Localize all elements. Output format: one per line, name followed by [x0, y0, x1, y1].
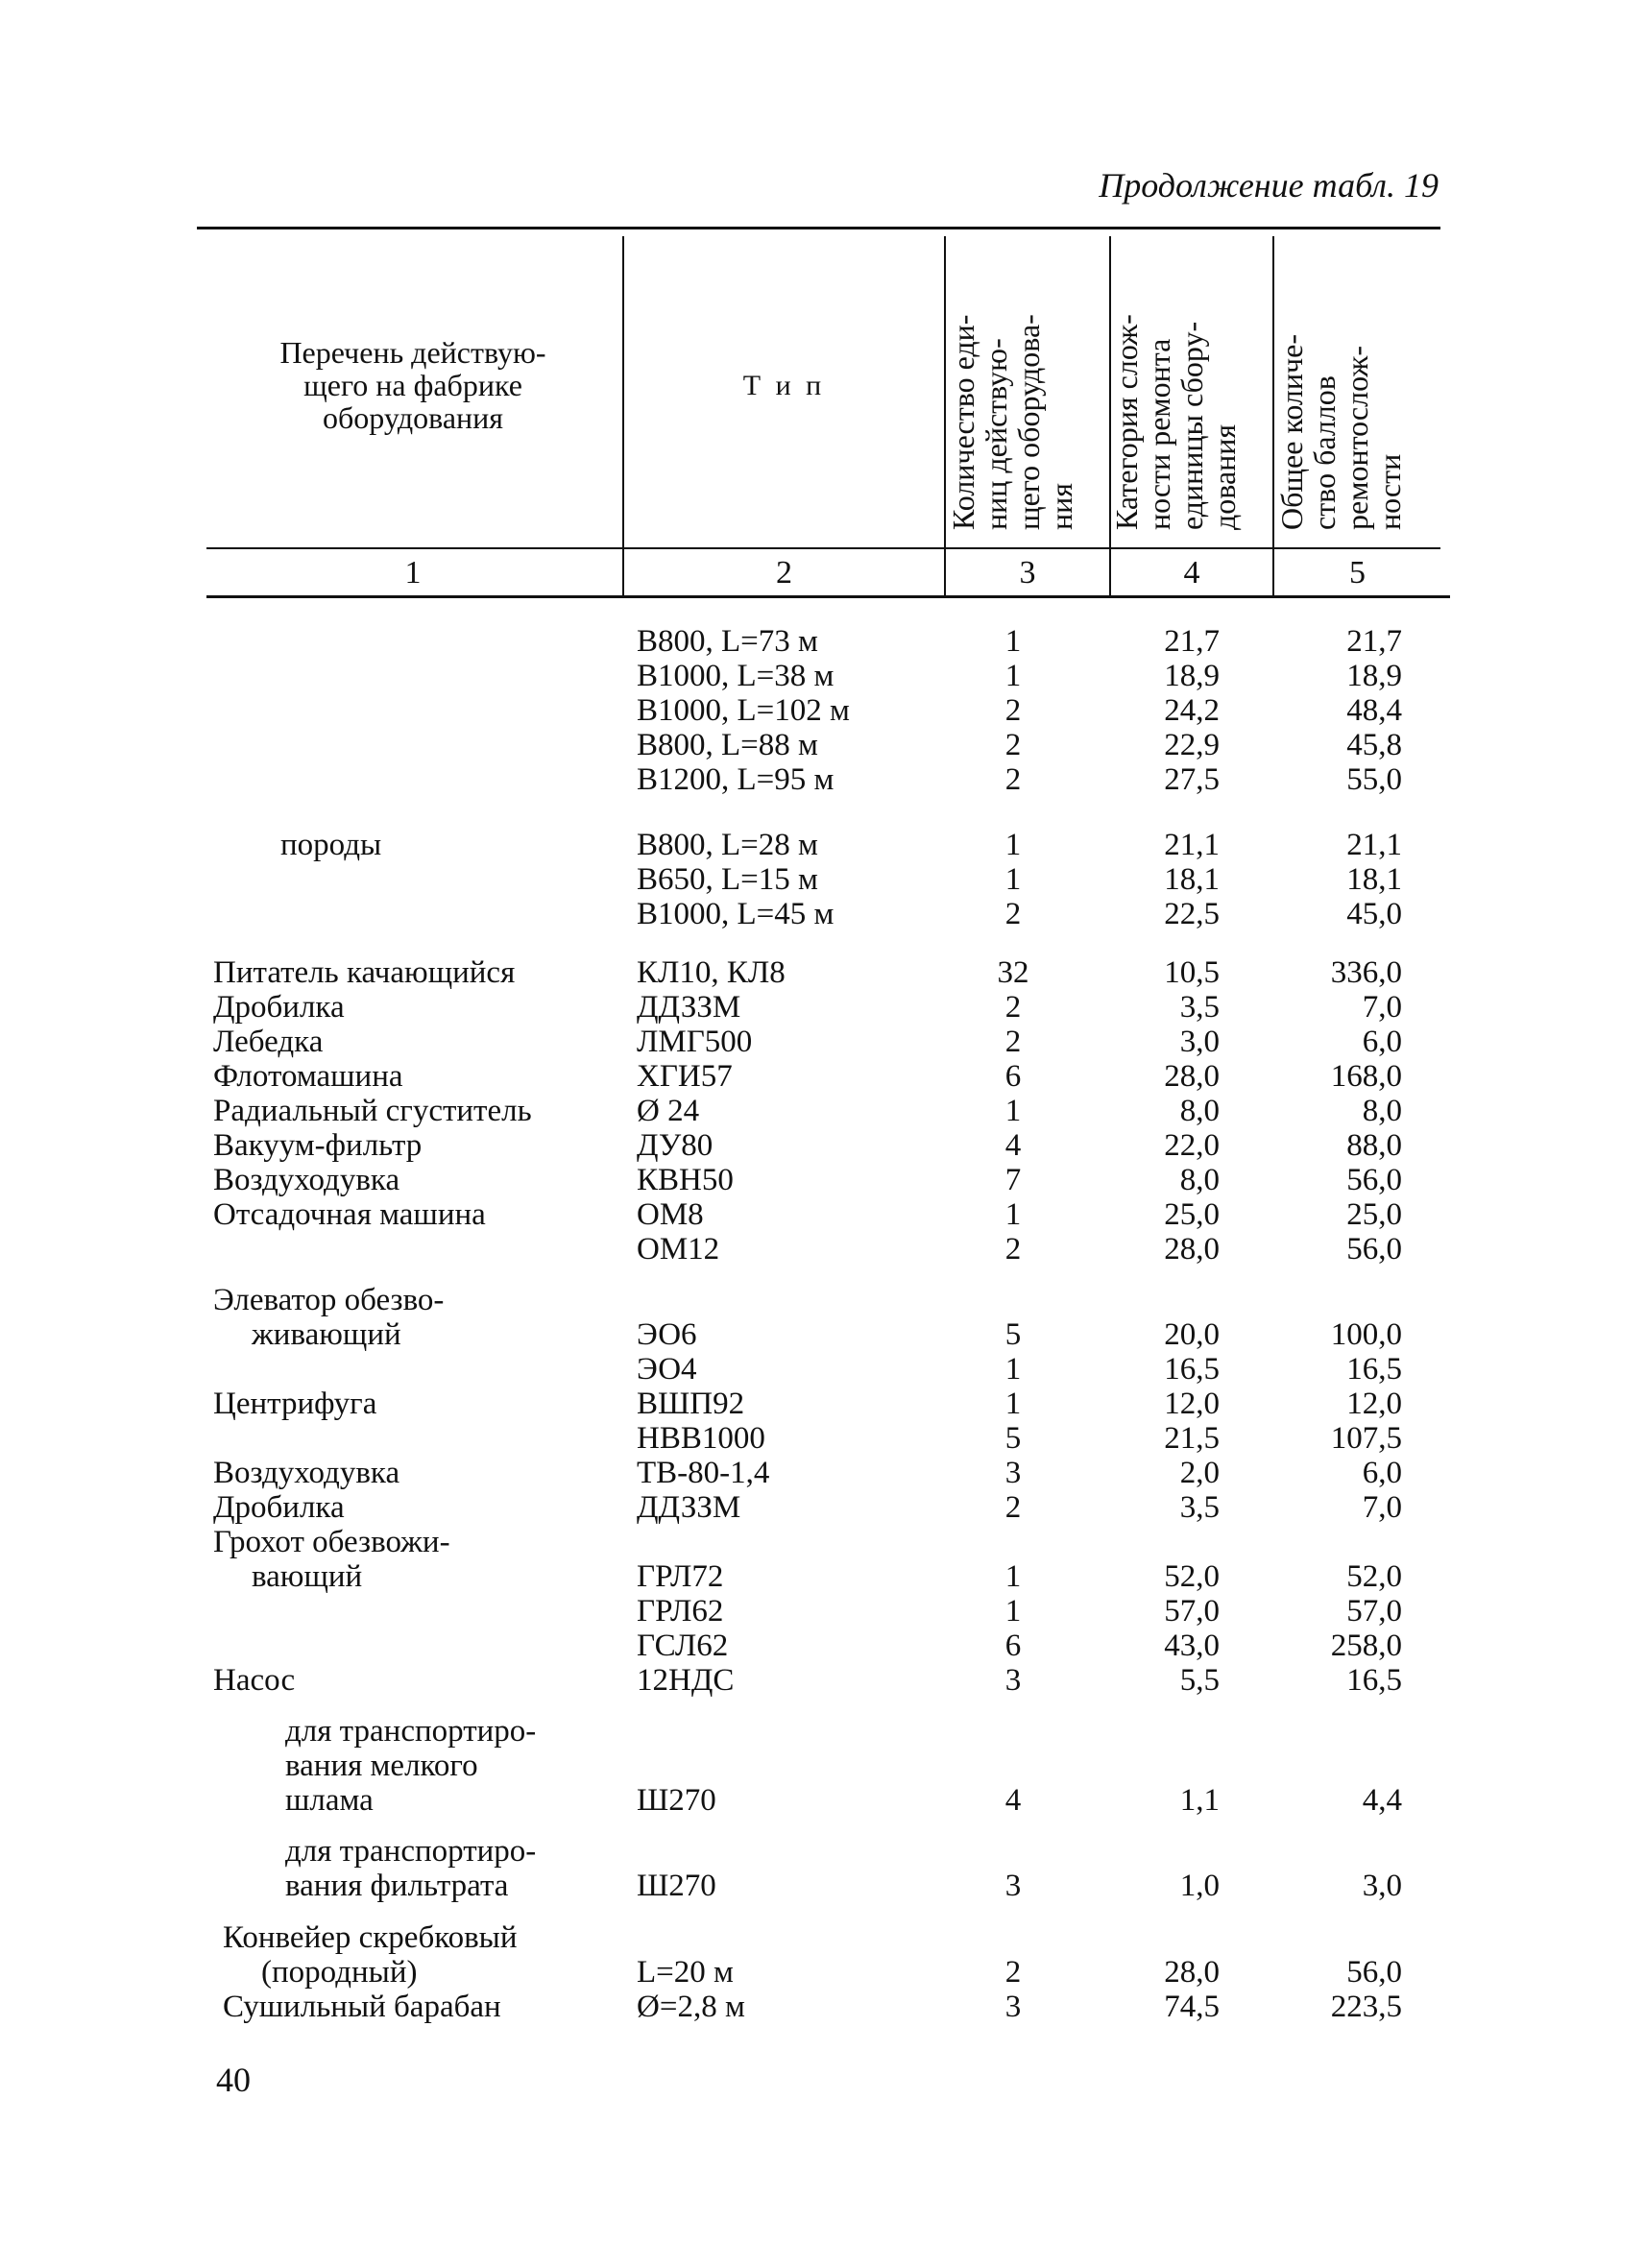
row-type: Ш270 — [637, 1783, 716, 1818]
row-equipment-name: вания фильтрата — [285, 1869, 509, 1903]
row-equipment-name: Насос — [213, 1663, 296, 1698]
row-total: 45,0 — [1346, 897, 1402, 931]
row-equipment-name: для транспортиро- — [285, 1834, 537, 1869]
row-equipment-name: шлама — [285, 1783, 374, 1818]
row-complexity: 25,0 — [1164, 1197, 1220, 1232]
row-complexity: 2,0 — [1179, 1456, 1220, 1490]
row-total: 8,0 — [1362, 1094, 1402, 1128]
row-equipment-name: Вакуум-фильтр — [213, 1128, 423, 1163]
row-equipment-name: Центрифуга — [213, 1387, 377, 1421]
row-quantity: 3 — [1004, 1663, 1022, 1698]
row-complexity: 22,0 — [1164, 1128, 1220, 1163]
row-type: В800, L=28 м — [637, 828, 818, 862]
row-total: 25,0 — [1346, 1197, 1402, 1232]
row-total: 12,0 — [1346, 1387, 1402, 1421]
header-line: ство баллов — [1307, 375, 1342, 530]
row-total: 52,0 — [1346, 1559, 1402, 1594]
row-complexity: 8,0 — [1179, 1163, 1220, 1197]
row-equipment-name: Воздуходувка — [213, 1456, 400, 1490]
row-quantity: 3 — [1004, 1456, 1022, 1490]
row-quantity: 1 — [1004, 1094, 1022, 1128]
row-complexity: 28,0 — [1164, 1059, 1220, 1094]
row-complexity: 12,0 — [1164, 1387, 1220, 1421]
row-complexity: 21,5 — [1164, 1421, 1220, 1456]
row-type: ДДЗЗМ — [637, 990, 741, 1025]
row-quantity: 2 — [1004, 897, 1022, 931]
header-unit-count — [947, 242, 1108, 530]
row-type: 12НДС — [637, 1663, 735, 1698]
row-quantity: 5 — [1004, 1421, 1022, 1456]
row-complexity: 5,5 — [1179, 1663, 1220, 1698]
row-total: 336,0 — [1330, 955, 1402, 990]
row-type: ОМ12 — [637, 1232, 720, 1267]
header-mid-rule — [206, 547, 1440, 549]
header-line: дования — [1207, 423, 1242, 530]
row-total: 18,1 — [1346, 862, 1402, 897]
row-type: КВН50 — [637, 1163, 734, 1197]
row-equipment-name: Лебедка — [213, 1025, 324, 1059]
row-equipment-name: (породный) — [261, 1955, 418, 1990]
header-line: Категория слож- — [1109, 314, 1144, 530]
row-quantity: 1 — [1004, 828, 1022, 862]
row-complexity: 22,9 — [1164, 728, 1220, 762]
row-complexity: 3,5 — [1179, 990, 1220, 1025]
row-quantity: 1 — [1004, 1594, 1022, 1629]
row-quantity: 2 — [1004, 762, 1022, 797]
row-type: В1000, L=45 м — [637, 897, 835, 931]
row-total: 57,0 — [1346, 1594, 1402, 1629]
row-quantity: 6 — [1004, 1629, 1022, 1663]
row-equipment-name: Отсадочная машина — [213, 1197, 486, 1232]
row-equipment-name: Конвейер скребковый — [223, 1920, 518, 1955]
row-type: L=20 м — [637, 1955, 734, 1990]
row-total: 100,0 — [1330, 1317, 1402, 1352]
row-quantity: 1 — [1004, 624, 1022, 659]
row-total: 7,0 — [1362, 990, 1402, 1025]
row-total: 88,0 — [1346, 1128, 1402, 1163]
row-total: 56,0 — [1346, 1163, 1402, 1197]
row-type: ВШП92 — [637, 1387, 745, 1421]
row-type: ОМ8 — [637, 1197, 704, 1232]
row-type: В1000, L=102 м — [637, 693, 850, 728]
row-complexity: 18,1 — [1164, 862, 1220, 897]
row-complexity: 1,1 — [1179, 1783, 1220, 1818]
row-total: 3,0 — [1362, 1869, 1402, 1903]
row-quantity: 1 — [1004, 1352, 1022, 1387]
col-number: 2 — [776, 555, 792, 591]
row-total: 48,4 — [1346, 693, 1402, 728]
col-number: 3 — [1019, 555, 1036, 591]
row-complexity: 10,5 — [1164, 955, 1220, 990]
row-complexity: 8,0 — [1179, 1094, 1220, 1128]
row-total: 18,9 — [1346, 659, 1402, 693]
row-type: В650, L=15 м — [637, 862, 818, 897]
row-complexity: 27,5 — [1164, 762, 1220, 797]
header-equipment-list — [206, 336, 619, 434]
row-equipment-name: Сушильный барабан — [223, 1990, 501, 2024]
row-equipment-name: Грохот обезвожи- — [213, 1525, 450, 1559]
row-type: ЭО6 — [637, 1317, 697, 1352]
header-line: ниц действую- — [979, 338, 1013, 530]
row-quantity: 2 — [1004, 1025, 1022, 1059]
row-equipment-name: Флотомашина — [213, 1059, 403, 1094]
col-divider-1 — [622, 236, 624, 595]
row-type: ГРЛ72 — [637, 1559, 724, 1594]
row-total: 4,4 — [1362, 1783, 1402, 1818]
row-complexity: 28,0 — [1164, 1955, 1220, 1990]
row-equipment-name: Дробилка — [213, 990, 345, 1025]
row-quantity: 32 — [997, 955, 1029, 990]
row-total: 6,0 — [1362, 1025, 1402, 1059]
row-complexity: 21,1 — [1164, 828, 1220, 862]
row-type: ТВ-80-1,4 — [637, 1456, 770, 1490]
row-total: 55,0 — [1346, 762, 1402, 797]
row-quantity: 2 — [1004, 990, 1022, 1025]
row-complexity: 57,0 — [1164, 1594, 1220, 1629]
row-quantity: 2 — [1004, 1490, 1022, 1525]
row-quantity: 1 — [1004, 1387, 1022, 1421]
row-type: ГСЛ62 — [637, 1629, 729, 1663]
row-total: 223,5 — [1330, 1990, 1402, 2024]
row-type: В1200, L=95 м — [637, 762, 835, 797]
row-equipment-name: вающий — [252, 1559, 363, 1594]
row-type: ДУ80 — [637, 1128, 714, 1163]
row-quantity: 3 — [1004, 1869, 1022, 1903]
row-complexity: 22,5 — [1164, 897, 1220, 931]
row-quantity: 2 — [1004, 1955, 1022, 1990]
header-line: единицы сбору- — [1174, 321, 1209, 530]
row-type: Ø=2,8 м — [637, 1990, 745, 2024]
row-type: ЛМГ500 — [637, 1025, 753, 1059]
row-complexity: 20,0 — [1164, 1317, 1220, 1352]
row-total: 56,0 — [1346, 1955, 1402, 1990]
header-line: оборудования — [323, 400, 503, 435]
row-total: 107,5 — [1330, 1421, 1402, 1456]
row-quantity: 6 — [1004, 1059, 1022, 1094]
header-type: Т и п — [742, 370, 826, 401]
row-complexity: 24,2 — [1164, 693, 1220, 728]
row-quantity: 1 — [1004, 862, 1022, 897]
row-complexity: 16,5 — [1164, 1352, 1220, 1387]
row-type: Ш270 — [637, 1869, 716, 1903]
row-complexity: 43,0 — [1164, 1629, 1220, 1663]
header-line: ния — [1044, 483, 1078, 530]
table-continuation-caption: Продолжение табл. 19 — [1099, 166, 1439, 205]
row-equipment-name: Питатель качающийся — [213, 955, 516, 990]
row-total: 45,8 — [1346, 728, 1402, 762]
header-top-rule — [197, 227, 1440, 229]
row-equipment-name: Радиальный сгуститель — [213, 1094, 532, 1128]
header-total-points — [1275, 242, 1437, 530]
row-total: 16,5 — [1346, 1352, 1402, 1387]
row-type: НВВ1000 — [637, 1421, 765, 1456]
row-type: КЛ10, КЛ8 — [637, 955, 786, 990]
row-equipment-name: живающий — [252, 1317, 401, 1352]
row-complexity: 74,5 — [1164, 1990, 1220, 2024]
row-type: Ø 24 — [637, 1094, 700, 1128]
row-quantity: 2 — [1004, 728, 1022, 762]
row-total: 21,7 — [1346, 624, 1402, 659]
col-number: 4 — [1183, 555, 1200, 591]
row-quantity: 5 — [1004, 1317, 1022, 1352]
row-total: 168,0 — [1330, 1059, 1402, 1094]
row-type: В800, L=73 м — [637, 624, 818, 659]
row-complexity: 18,9 — [1164, 659, 1220, 693]
header-line: Перечень действую- — [279, 335, 546, 370]
row-quantity: 1 — [1004, 1559, 1022, 1594]
row-type: В1000, L=38 м — [637, 659, 835, 693]
row-total: 16,5 — [1346, 1663, 1402, 1698]
row-quantity: 7 — [1004, 1163, 1022, 1197]
header-line: Количество еди- — [946, 314, 980, 530]
header-line: Общее количе- — [1274, 334, 1309, 530]
row-quantity: 4 — [1004, 1128, 1022, 1163]
row-quantity: 2 — [1004, 1232, 1022, 1267]
row-complexity: 1,0 — [1179, 1869, 1220, 1903]
row-equipment-name: для транспортиро- — [285, 1714, 537, 1749]
row-total: 7,0 — [1362, 1490, 1402, 1525]
row-complexity: 52,0 — [1164, 1559, 1220, 1594]
row-quantity: 2 — [1004, 693, 1022, 728]
row-quantity: 3 — [1004, 1990, 1022, 2024]
row-equipment-name: Дробилка — [213, 1490, 345, 1525]
row-type: ДДЗЗМ — [637, 1490, 741, 1525]
row-type: ГРЛ62 — [637, 1594, 724, 1629]
header-line: ремонтослож- — [1340, 345, 1374, 530]
row-complexity: 3,0 — [1179, 1025, 1220, 1059]
row-complexity: 21,7 — [1164, 624, 1220, 659]
row-quantity: 1 — [1004, 1197, 1022, 1232]
header-line: щего на фабрике — [303, 368, 522, 402]
col-number: 5 — [1349, 555, 1366, 591]
row-type: ХГИ57 — [637, 1059, 733, 1094]
header-line: ности ремонта — [1142, 338, 1176, 530]
row-total: 56,0 — [1346, 1232, 1402, 1267]
row-total: 258,0 — [1330, 1629, 1402, 1663]
page-number: 40 — [216, 2061, 251, 2099]
header-line: ности — [1372, 453, 1407, 530]
row-equipment-name: вания мелкого — [285, 1749, 478, 1783]
row-total: 6,0 — [1362, 1456, 1402, 1490]
header-bottom-rule — [206, 595, 1450, 598]
row-quantity: 4 — [1004, 1783, 1022, 1818]
row-equipment-name: Элеватор обезво- — [213, 1283, 445, 1317]
row-quantity: 1 — [1004, 659, 1022, 693]
row-total: 21,1 — [1346, 828, 1402, 862]
col-number: 1 — [404, 555, 422, 591]
header-repair-complexity — [1110, 242, 1271, 530]
header-line: щего оборудова- — [1011, 314, 1046, 530]
row-complexity: 3,5 — [1179, 1490, 1220, 1525]
row-equipment-name: Воздуходувка — [213, 1163, 400, 1197]
row-type: ЭО4 — [637, 1352, 697, 1387]
row-complexity: 28,0 — [1164, 1232, 1220, 1267]
row-type: В800, L=88 м — [637, 728, 818, 762]
row-equipment-name: породы — [280, 828, 382, 862]
